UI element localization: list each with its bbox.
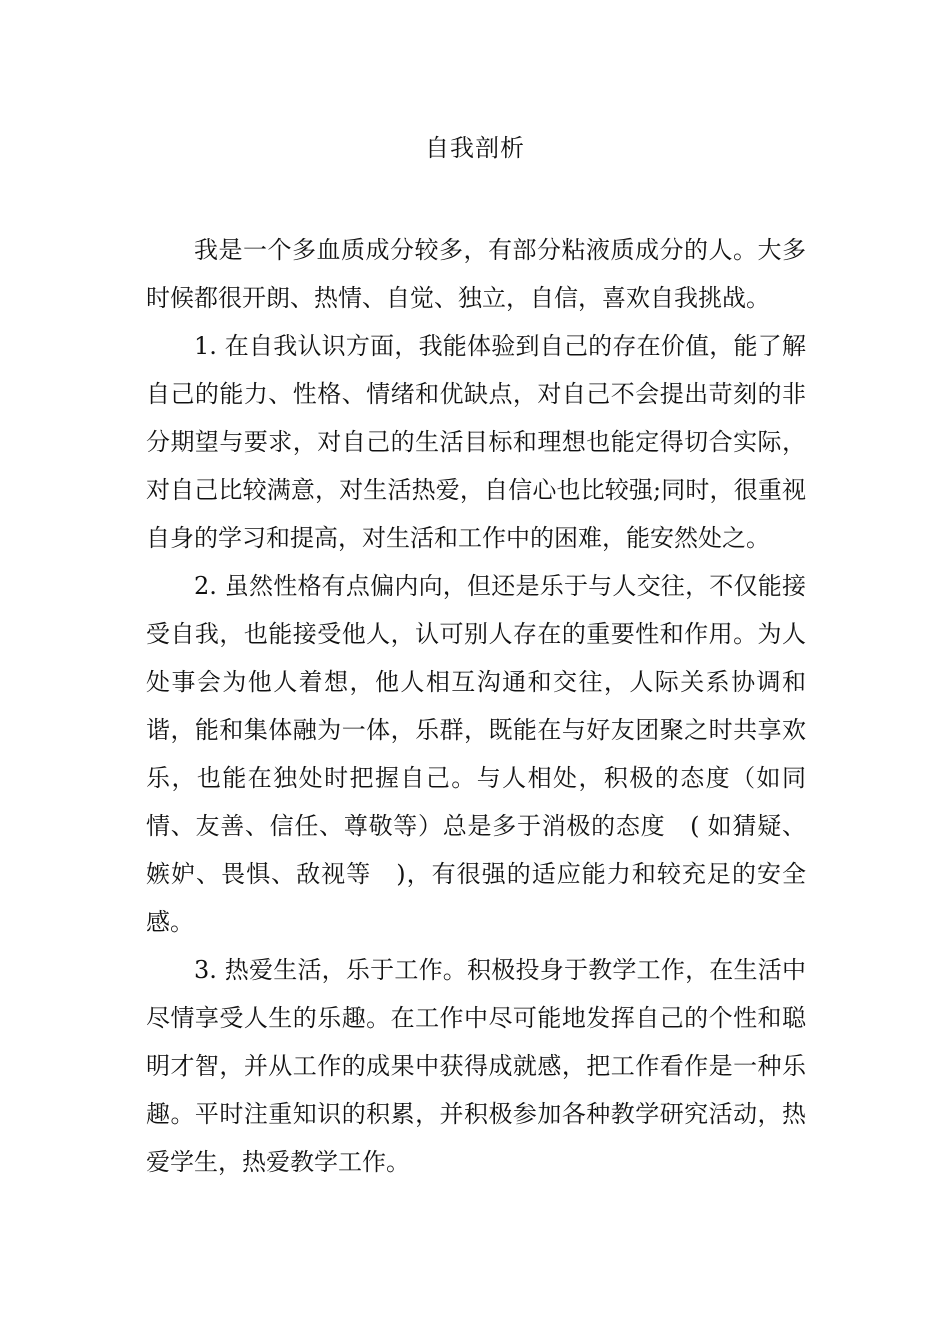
paragraph-work-attitude: 3. 热爱生活，乐于工作。积极投身于教学工作，在生活中尽情享受人生的乐趣。在工作中尽可能地发挥自己的个性和聪明才智，并从工作的成果中获得成就感，把工作看作是一种乐趣。平时注重知识的积累，并积极参加各种教学研究活动，热爱学生，热爱教学工作。 — [146, 956, 806, 1176]
document-title: 自我剖析 — [425, 134, 525, 162]
document-body — [146, 226, 806, 1186]
paragraph-intro: 我是一个多血质成分较多，有部分粘液质成分的人。大多时候都很开朗、热情、自觉、独立，自信，喜欢自我挑战。 — [146, 236, 806, 312]
paragraph-self-awareness: 1. 在自我认识方面，我能体验到自己的存在价值，能了解自己的能力、性格、情绪和优缺点，对自己不会提出苛刻的非分期望与要求，对自己的生活目标和理想也能定得切合实际，对自己比较满意，对生活热爱，自信心也比较强;同时，很重视自身的学习和提高，对生活和工作中的困难，能安然处之。 — [146, 332, 806, 552]
paragraph-social-relations: 2. 虽然性格有点偏内向，但还是乐于与人交往，不仅能接受自我，也能接受他人，认可别人存在的重要性和作用。为人处事会为他人着想，他人相互沟通和交往，人际关系协调和谐，能和集体融为一体，乐群，既能在与好友团聚之时共享欢乐，也能在独处时把握自己。与人相处，积极的态度（如同情、友善、信任、尊敬等）总是多于消极的态度 ( 如猜疑、嫉妒、畏惧、敌视等 )，有很强的适应能力和较充足的安全感。 — [146, 572, 806, 936]
